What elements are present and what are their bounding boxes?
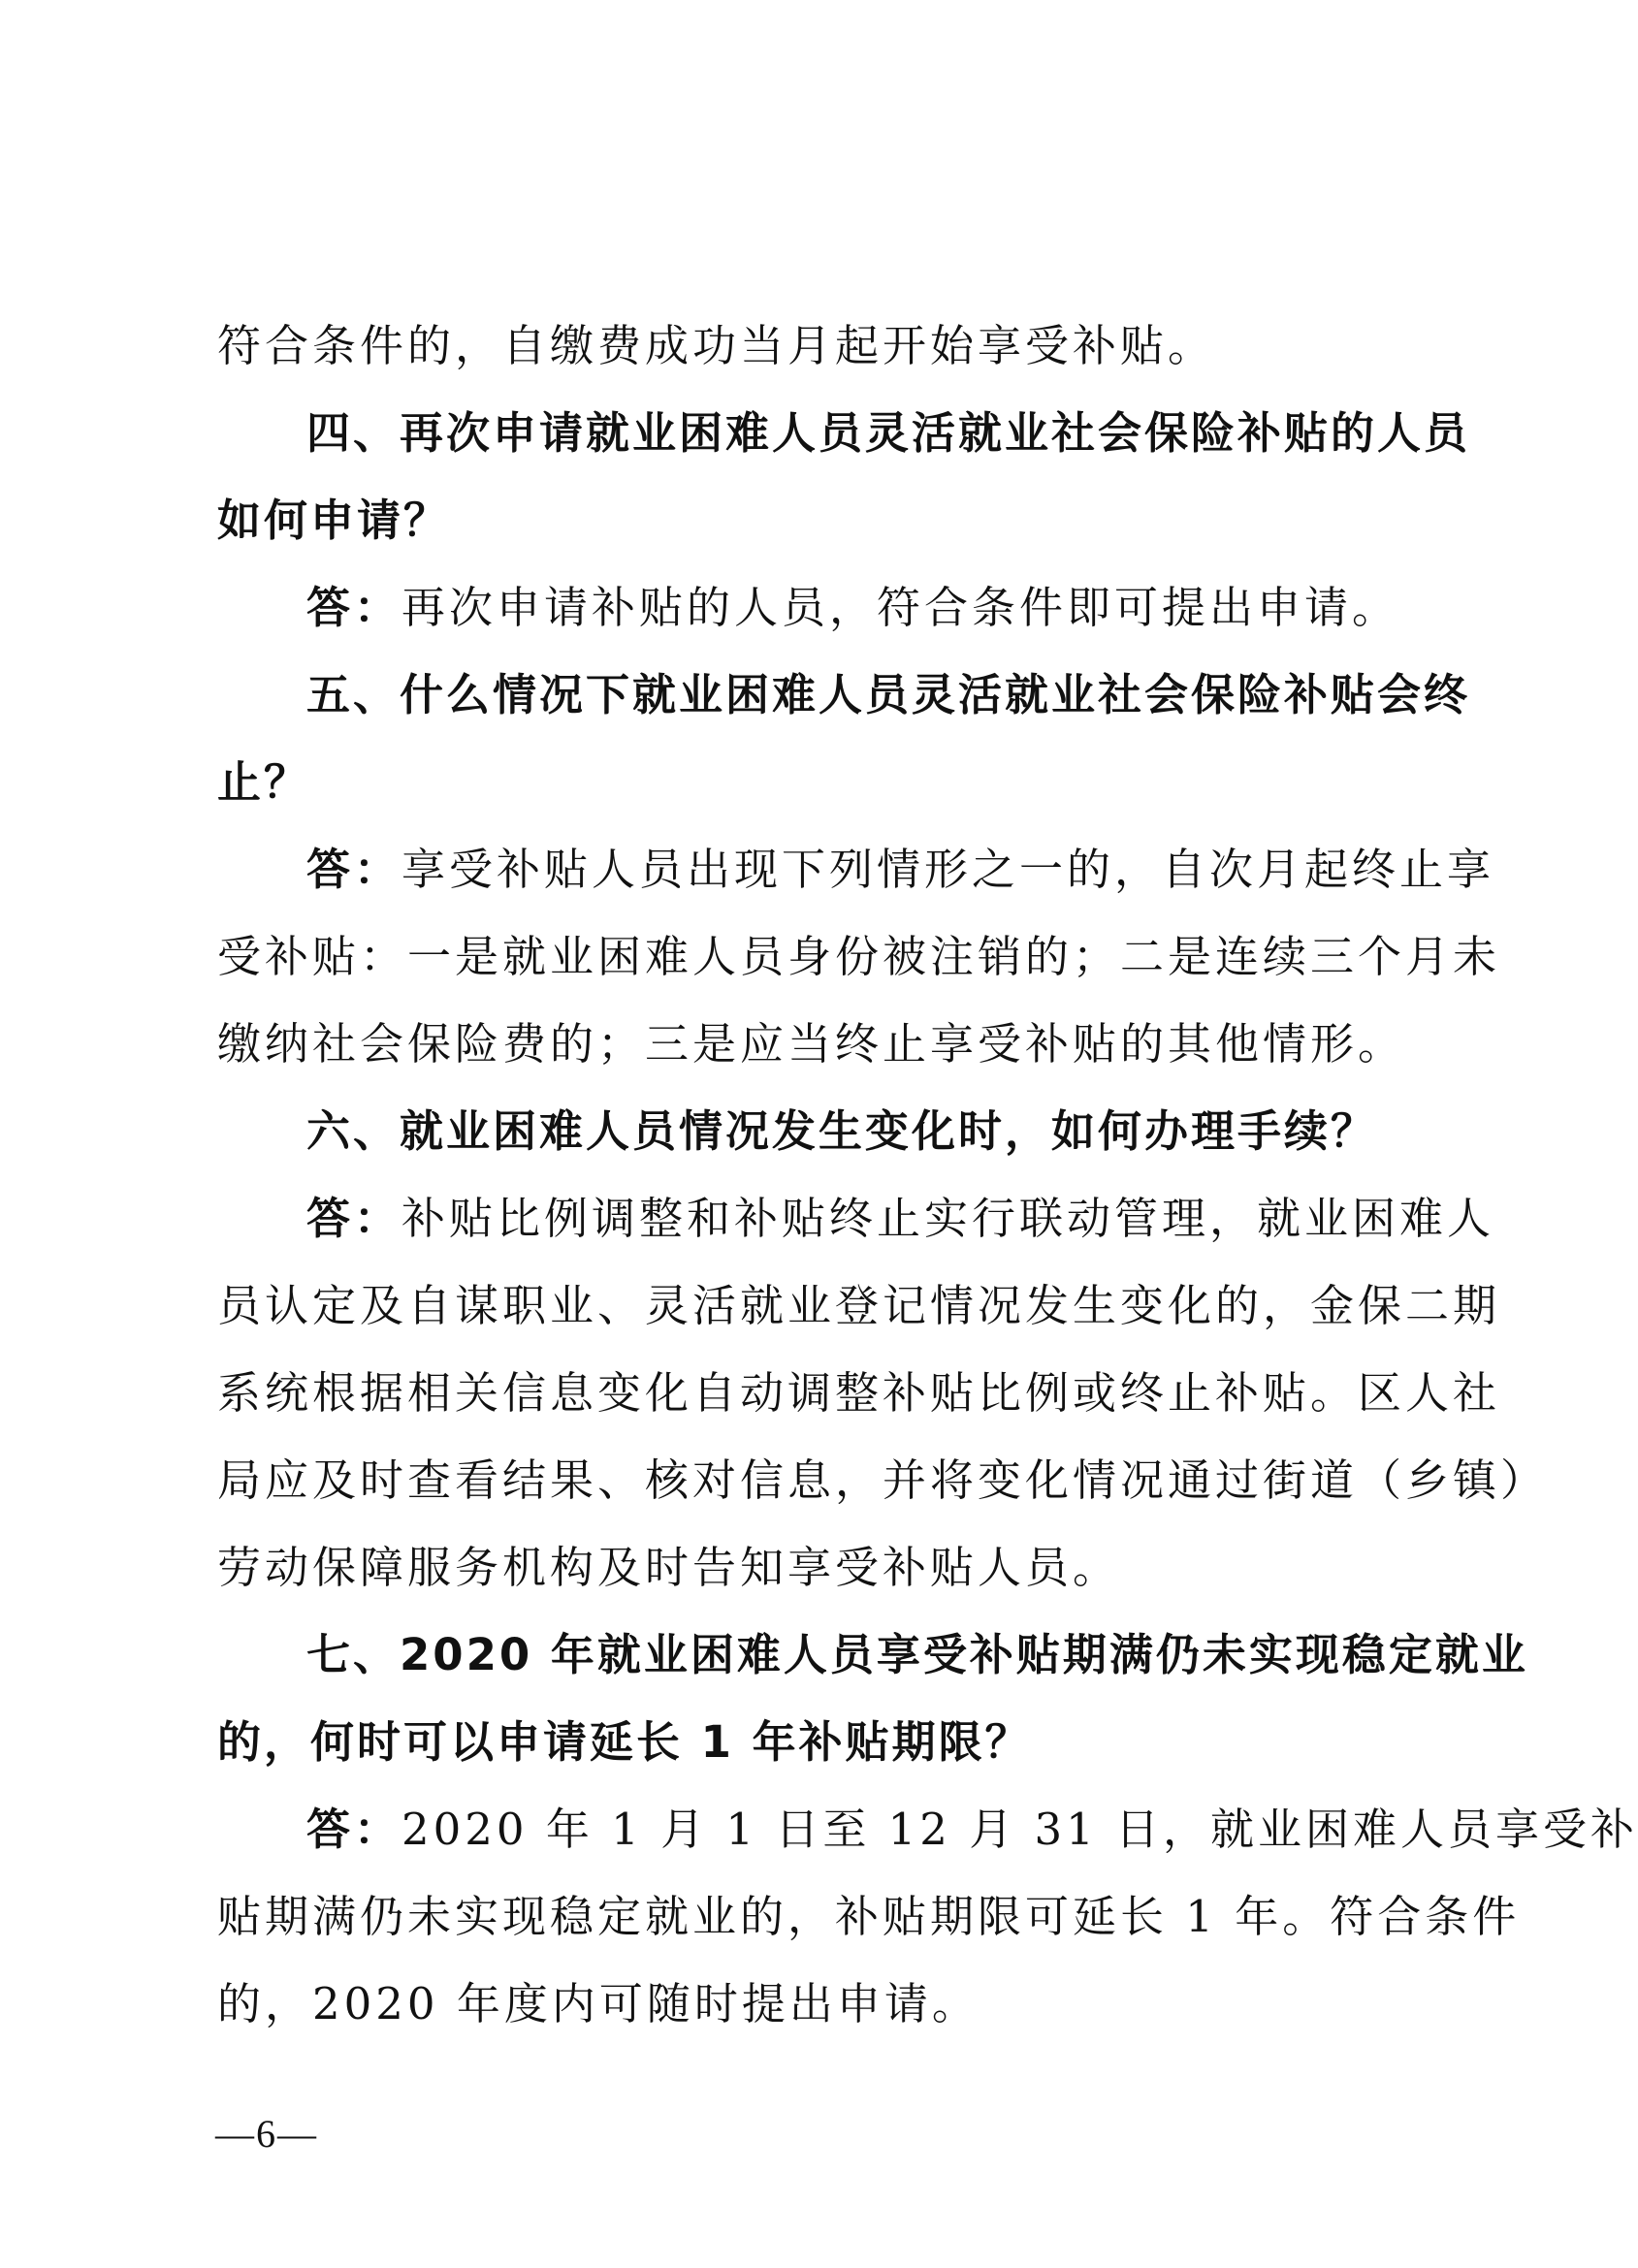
- question-heading: 六、就业困难人员情况发生变化时，如何办理手续？: [306, 1105, 1378, 1157]
- question-heading: 四、再次申请就业困难人员灵活就业社会保险补贴的人员: [306, 407, 1471, 459]
- body-line: 受补贴：一是就业困难人员身份被注销的；二是连续三个月未: [217, 931, 1501, 982]
- answer-text: 补贴比例调整和补贴终止实行联动管理，就业困难人: [401, 1193, 1495, 1244]
- answer-line: [217, 1786, 1638, 1873]
- document-body: [217, 303, 1638, 2048]
- body-line: 局应及时查看结果、核对信息，并将变化情况通过街道（乡镇）: [217, 1454, 1549, 1506]
- answer-label: 答：: [306, 1804, 402, 1855]
- answer-text: 2020 年 1 月 1 日至 12 月 31 日，就业困难人员享受补: [401, 1804, 1638, 1855]
- body-line: 的，2020 年度内可随时提出申请。: [217, 1978, 980, 2029]
- answer-label: 答：: [306, 582, 402, 633]
- question-heading-continuation: 如何申请？: [217, 495, 451, 546]
- body-line: 缴纳社会保险费的；三是应当终止享受补贴的其他情形。: [217, 1018, 1406, 1070]
- answer-line: [217, 564, 1404, 652]
- body-line: 系统根据相关信息变化自动调整补贴比例或终止补贴。区人社: [217, 1367, 1501, 1419]
- question-heading: 七、2020 年就业困难人员享受补贴期满仍未实现稳定就业: [306, 1629, 1528, 1680]
- answer-label: 答：: [306, 844, 402, 895]
- answer-text: 再次申请补贴的人员，符合条件即可提出申请。: [401, 582, 1400, 633]
- answer-line: [217, 826, 1495, 913]
- question-heading-continuation: 止？: [217, 756, 311, 808]
- answer-label: 答：: [306, 1193, 402, 1244]
- body-line: 符合条件的，自缴费成功当月起开始享受补贴。: [217, 320, 1216, 371]
- page-number: —6—: [215, 2112, 318, 2156]
- answer-text: 享受补贴人员出现下列情形之一的，自次月起终止享: [401, 844, 1495, 895]
- body-line: 劳动保障服务机构及时告知享受补贴人员。: [217, 1542, 1121, 1593]
- question-heading-continuation: 的，何时可以申请延长 1 年补贴期限？: [217, 1716, 1032, 1768]
- question-heading: 五、什么情况下就业困难人员灵活就业社会保险补贴会终: [306, 669, 1471, 720]
- answer-line: [217, 1175, 1495, 1262]
- body-line: 员认定及自谋职业、灵活就业登记情况发生变化的，金保二期: [217, 1280, 1501, 1331]
- body-line: 贴期满仍未实现稳定就业的，补贴期限可延长 1 年。符合条件: [217, 1891, 1521, 1942]
